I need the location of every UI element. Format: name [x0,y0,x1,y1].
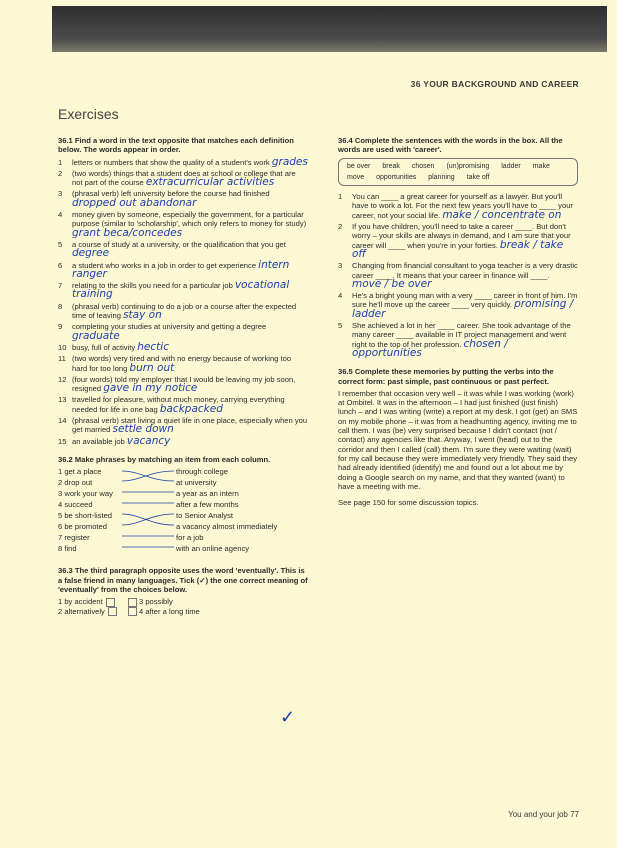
item-number: 2 [338,222,343,232]
match-left-item: 2 drop out [58,478,93,488]
ex362-instruction: 36.2 Make phrases by matching an item from each column. [58,454,271,464]
item-text: letters or numbers that show the quality of a student's work grades [72,155,308,168]
item-text: (phrasal verb) continuing to do a job or a course after the expected time of leaving stay on [72,301,297,322]
ex361-item [58,354,308,373]
right-column [338,136,578,507]
match-left-item: 1 get a place [58,467,102,477]
word-box-item: opportunities [376,173,417,181]
item-number: 3 [58,189,63,199]
ex365-instruction: 36.5 Complete these memories by putting the verbs into the correct form: past simple, past continuous or past perfect. [338,367,554,386]
handwritten-answer: chosen / opportunities [352,337,508,359]
item-number: 1 [338,192,343,202]
option-3: 3 possibly [125,597,200,607]
word-box-item: (un)promising [446,162,490,170]
left-column [58,136,308,616]
ex364-item [338,192,578,220]
word-box-item: move [347,173,365,181]
handwritten-answer: extracurricular activities [145,176,275,189]
ex361-item [58,395,308,414]
word-box-item: take off [466,173,490,181]
matching-lines [120,467,176,559]
match-left-item: 8 find [58,544,77,554]
item-number: 12 [58,374,67,384]
handwritten-answer: make / concentrate on [442,208,562,221]
ex361-item [58,322,308,341]
item-text: a course of study at a university, or the qualification that you get degree [72,239,286,260]
checkbox-4[interactable] [128,607,137,616]
item-text: You can ____ a great career for yourself as a lawyer. But you'll have to work a lot. For the next few years you'll have to ____ your career, not your social life. make / concentrate on [352,192,573,221]
ex361-item [58,189,308,208]
option-1: 1 by accident [58,597,117,607]
ex361-list [58,155,308,447]
match-right-item: a vacancy almost immediately [176,522,278,532]
ex363-instruction: 36.3 The third paragraph opposite uses the word 'eventually'. This is a false friend in many languages. Tick (✓) the one correct meaning of 'eventually' from the choices below. [58,566,308,594]
checkbox-2[interactable] [108,607,117,616]
checkbox-3[interactable] [128,598,137,607]
ex362-matching [58,467,308,559]
handwritten-answer: move / be over [352,277,432,290]
ex361-item [58,240,308,259]
word-box-item: be over [347,162,371,170]
match-right-item: to Senior Analyst [176,511,233,521]
ex361-item [58,210,308,238]
match-left-item: 3 work your way [58,489,113,499]
ex361-item [58,258,308,280]
tick-mark: ✓ [280,707,296,727]
ex361-item [58,340,308,353]
match-right-item: after a few months [176,500,239,510]
ex364-item [338,222,578,259]
handwritten-answer: dropped out abandonar [72,196,197,209]
handwritten-answer: grant beca/concedes [72,226,183,239]
word-box-item: chosen [411,162,435,170]
item-text: a student who works in a job in order to get experience intern ranger [72,258,290,280]
ex364-instruction: 36.4 Complete the sentences with the words in the box. All the words are used with 'career'. [338,136,563,155]
item-text: travelled for pleasure, without much money, carrying everything needed for life in one bag backpacked [72,395,285,415]
item-number: 7 [58,281,63,291]
item-number: 1 [58,157,63,167]
handwritten-answer: intern ranger [72,258,290,280]
ex361-item [58,155,308,168]
handwritten-answer: stay on [123,309,162,322]
handwritten-answer: vocational training [72,279,290,301]
item-number: 5 [58,239,63,249]
item-text: busy, full of activity hectic [72,340,169,353]
ex364-item [338,291,578,319]
word-box-item: planning [428,173,455,181]
item-text: (two words) things that a student does at school or college that are not part of the course extracurricular activities [72,168,296,189]
item-text: (four words) told my employer that I would be leaving my job soon, resigned gave in my notice [72,374,296,395]
ex361-item [58,302,308,321]
ex361-item [58,416,308,435]
item-text: If you have children, you'll need to take a career ____. But don't worry – your skills are always in demand, and I am sure that your career will ____ when you're in your forties. break / take off [352,222,571,260]
ex361-item [58,434,308,447]
handwritten-answer: hectic [137,340,169,353]
item-number: 2 [58,168,63,178]
word-box-item: break [382,162,400,170]
match-left-item: 4 succeed [58,500,93,510]
match-left-item: 7 register [58,533,90,543]
ex364-item [338,321,578,358]
ex361-item [58,169,308,188]
match-left-item: 5 be short-listed [58,511,113,521]
ex364-item [338,261,578,289]
handwritten-answer: gave in my notice [103,382,198,395]
item-text: (phrasal verb) start living a quiet life in one place, especially when you get married settle down [72,416,308,436]
item-number: 14 [58,416,67,426]
ex361-instruction: 36.1 Find a word in the text opposite that matches each definition below. The words appear in order. [58,136,294,155]
option-2: 2 alternatively [58,607,117,617]
ex363-options [58,597,308,616]
section-title: Exercises [58,106,119,122]
item-number: 6 [58,260,63,270]
ex364-list [338,192,578,358]
item-text: (two words) very tired and with no energy because of working too hard for too long burn out [72,354,292,374]
ex365-text: I remember that occasion very well – it was while I was working (work) at Ombitel. It was in the afternoon – I had just finished (just finish) lunch – and I was writing (write) a report at my desk. I got (get) an SMS on my mobile phone – it was from a headhunting agency, inviting me to call them. I was (be) very surprised because I didn't contact (not / contact) any agencies like that. Anyway, I went (head) out to the corridor and then I called (call) them. I'm sure they were waiting (wait) for my call because they were immediately very friendly. They said they had already identified (identify) me and found out a lot about me by doing a Google search on my name, and that they wanted (want) to have a meeting with me. [338,388,578,491]
match-left-item: 6 be promoted [58,522,107,532]
page-footer: You and your job 77 [508,810,579,819]
handwritten-answer: vacancy [126,434,171,447]
item-number: 4 [58,210,63,220]
word-box-item: make [532,162,550,170]
handwritten-answer: burn out [129,361,175,374]
item-number: 15 [58,436,67,446]
checkbox-1[interactable] [106,598,115,607]
item-number: 8 [58,301,63,311]
item-text: (phrasal verb) left university before the course had finished dropped out abandonar [72,189,270,209]
item-number: 10 [58,342,67,352]
match-right-item: with an online agency [176,544,250,554]
handwritten-answer: promising / ladder [352,298,574,320]
match-right-item: for a job [176,533,204,543]
handwritten-answer: grades [271,155,308,168]
discussion-note: See page 150 for some discussion topics. [338,498,479,508]
item-text: She achieved a lot in her ____ career. She took advantage of the many career ____ available in IT project management and went right to the top of her profession. chosen / opportunities [352,321,571,359]
item-number: 13 [58,395,67,405]
ex361-item [58,281,308,300]
item-text: relating to the skills you need for a particular job vocational training [72,279,290,301]
handwritten-answer: degree [72,247,110,260]
item-number: 11 [58,354,66,364]
item-number: 3 [338,261,343,271]
handwritten-answer: settle down [112,423,174,436]
item-text: completing your studies at university and getting a degree graduate [72,322,267,342]
ex361-item [58,375,308,394]
item-text: money given by someone, especially the government, for a particular purpose (similar to 'scholarship', which only refers to money for study) grant beca/concedes [72,210,307,239]
item-number: 9 [58,322,63,332]
word-box [338,158,578,187]
option-4: 4 after a long time [125,607,200,617]
item-number: 4 [338,291,343,301]
match-right-item: a year as an intern [176,489,239,499]
item-number: 5 [338,321,343,331]
handwritten-answer: backpacked [159,402,223,415]
page-header: 36 YOUR BACKGROUND AND CAREER [410,79,579,89]
top-photo-strip [52,6,607,52]
handwritten-answer: break / take off [352,238,564,260]
match-right-item: at university [176,478,217,488]
item-text: an available job vacancy [72,434,171,447]
item-text: Changing from financial consultant to yoga teacher is a very drastic career ____. It means that your career in finance will ____. move / be over [352,261,578,290]
match-right-item: through college [176,467,228,477]
item-text: He's a bright young man with a very ____ career in front of him. I'm sure he'll move up the career ____ very quickly. promising / ladder [352,291,578,320]
handwritten-answer: graduate [72,329,120,342]
word-box-item: ladder [501,162,521,170]
